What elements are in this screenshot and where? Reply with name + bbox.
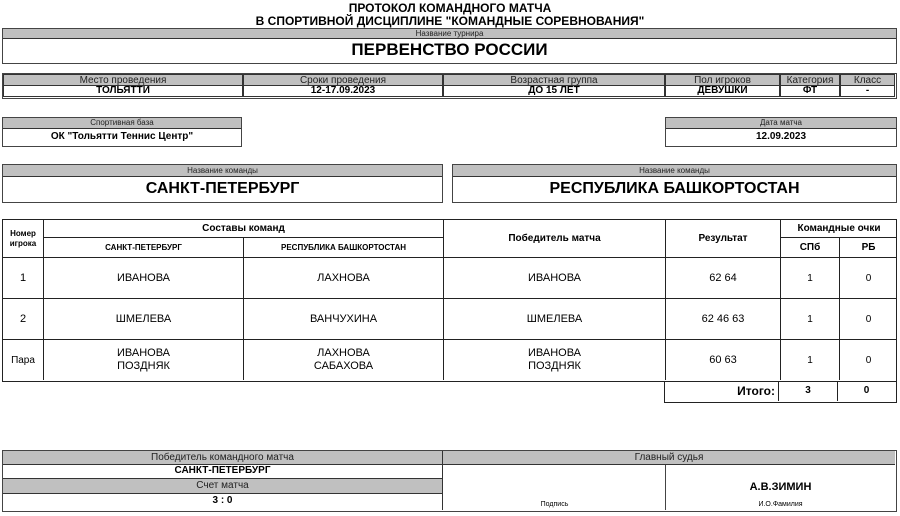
tournament-label: Название турнира: [3, 29, 896, 39]
row2-winner: ШМЕЛЕВА: [444, 299, 666, 340]
protocol-title: ПРОТОКОЛ КОМАНДНОГО МАТЧА: [348, 1, 552, 15]
total-label: Итого:: [665, 381, 779, 401]
chief-referee-label: Главный судья: [443, 451, 895, 465]
row3-winner-pair: [444, 340, 666, 380]
signature-label: Подпись: [540, 501, 569, 508]
match-date-value: 12.09.2023: [755, 131, 807, 142]
gender-label: Пол игроков: [665, 74, 780, 86]
category-value: ФТ: [780, 85, 840, 97]
referee-name-caption: И.О.Фамилия: [758, 501, 803, 508]
match-date-label: Дата матча: [666, 118, 896, 129]
row3-team1-player-b: ПОЗДНЯК: [117, 360, 170, 372]
protocol-subtitle: В СПОРТИВНОЙ ДИСЦИПЛИНЕ "КОМАНДНЫЕ СОРЕВНОВАНИЯ": [255, 14, 645, 28]
row1-team1-player: ИВАНОВА: [44, 258, 244, 299]
col-team2: РЕСПУБЛИКА БАШКОРТОСТАН: [244, 238, 444, 258]
row2-team2-player: ВАНЧУХИНА: [244, 299, 444, 340]
row2-no: 2: [3, 299, 44, 340]
class-value: -: [840, 85, 895, 97]
col-result: Результат: [666, 220, 781, 258]
venue-label: Место проведения: [3, 74, 243, 86]
row3-no: Пара: [3, 340, 44, 380]
age-group-label: Возрастная группа: [443, 74, 665, 86]
referee-name-cell: [666, 465, 895, 510]
team-winner-value: САНКТ-ПЕТЕРБУРГ: [3, 465, 443, 479]
dates-label: Сроки проведения: [243, 74, 443, 86]
category-label: Категория: [780, 74, 840, 86]
row2-team1-player: ШМЕЛЕВА: [44, 299, 244, 340]
dates-value: 12-17.09.2023: [243, 85, 443, 97]
footer-block: [2, 450, 897, 512]
row3-result: 60 63: [666, 340, 781, 380]
row3-points-t2: 0: [865, 354, 872, 366]
venue-value: ТОЛЬЯТТИ: [3, 85, 243, 97]
signature-cell: [443, 465, 666, 510]
row3-team1-player-a: ИВАНОВА: [116, 347, 171, 359]
row1-team2-player: ЛАХНОВА: [244, 258, 444, 299]
row2-result: 62 46 63: [666, 299, 781, 340]
row3-winner-b: ПОЗДНЯК: [528, 360, 581, 372]
row1-winner: ИВАНОВА: [444, 258, 666, 299]
col-winner: Победитель матча: [444, 220, 666, 258]
col-team1: САНКТ-ПЕТЕРБУРГ: [44, 238, 244, 258]
match-date-block: [665, 117, 897, 147]
team2-block: [452, 164, 897, 203]
team1-name: САНКТ-ПЕТЕРБУРГ: [145, 180, 300, 197]
row3-team1-pair: [44, 340, 244, 380]
row2-points-t1: 1: [781, 299, 840, 340]
tournament-name: ПЕРВЕНСТВО РОССИИ: [351, 40, 548, 59]
row3-points-t1: 1: [781, 340, 840, 380]
results-table: [2, 219, 897, 382]
totals-row: [664, 381, 897, 403]
info-row: [2, 73, 897, 99]
row1-result: 62 64: [666, 258, 781, 299]
total-t2: 0: [863, 385, 870, 396]
facility-label: Спортивная база: [3, 118, 241, 129]
score-label: Счет матча: [3, 479, 443, 494]
referee-name: А.В.ЗИМИН: [749, 481, 812, 493]
age-group-value: ДО 15 ЛЕТ: [443, 85, 665, 97]
col-rosters: Составы команд: [44, 220, 444, 238]
gender-value: ДЕВУШКИ: [665, 85, 780, 97]
row1-points-t2: 0: [840, 258, 897, 299]
team2-label: Название команды: [453, 165, 896, 177]
class-label: Класс: [840, 74, 895, 86]
row2-points-t2: 0: [840, 299, 897, 340]
team-winner-label: Победитель командного матча: [3, 451, 443, 465]
col-player-no: Номер игрока: [3, 220, 44, 258]
row3-winner-a: ИВАНОВА: [527, 347, 582, 359]
total-t1: 3: [779, 381, 838, 401]
team1-block: [2, 164, 443, 203]
facility-value: ОК "Тольятти Теннис Центр": [50, 131, 194, 142]
col-team-points: Командные очки: [781, 220, 897, 238]
row1-no: 1: [3, 258, 44, 299]
team1-label: Название команды: [3, 165, 442, 177]
col-points-t2: РБ: [840, 238, 897, 258]
facility-block: [2, 117, 242, 147]
row3-team2-pair: [244, 340, 444, 380]
row3-team2-player-a: ЛАХНОВА: [317, 347, 370, 359]
team2-name: РЕСПУБЛИКА БАШКОРТОСТАН: [549, 180, 800, 197]
tournament-block: [2, 28, 897, 64]
score-value: 3 : 0: [3, 494, 443, 510]
row1-points-t1: 1: [781, 258, 840, 299]
col-points-t1: СПб: [781, 238, 840, 258]
row3-team2-player-b: САБАХОВА: [313, 360, 374, 372]
